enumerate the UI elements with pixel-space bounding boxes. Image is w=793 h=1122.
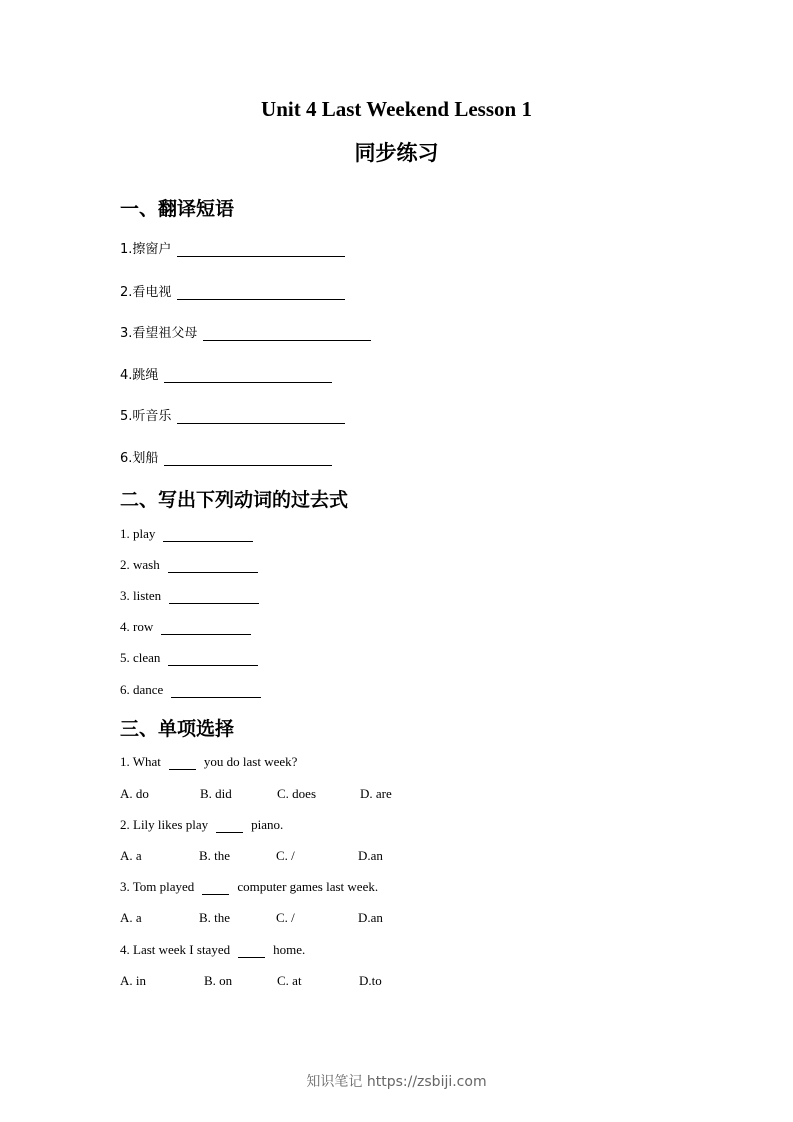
answer-blank[interactable] — [161, 622, 251, 635]
verb-item — [120, 588, 259, 604]
section-heading: 二、写出下列动词的过去式 — [120, 489, 349, 511]
answer-blank[interactable] — [169, 591, 259, 604]
option-d[interactable]: D.an — [358, 848, 383, 863]
question — [120, 754, 297, 770]
option-a[interactable]: A. in — [120, 973, 146, 988]
question-text-after: you do last week? — [203, 754, 298, 769]
item-label: 6. dance — [120, 682, 164, 697]
answer-blank[interactable] — [169, 757, 196, 770]
item-label: 3. listen — [120, 588, 162, 603]
option-d[interactable]: D.an — [358, 910, 383, 925]
option-c[interactable]: C. / — [276, 910, 295, 925]
translate-item — [120, 281, 345, 300]
answer-blank[interactable] — [168, 560, 258, 573]
option-b[interactable]: B. on — [204, 973, 233, 988]
translate-item — [120, 364, 332, 383]
question-text-before: 1. What — [120, 754, 161, 769]
question-text-before: 3. Tom played — [120, 879, 195, 894]
answer-blank[interactable] — [216, 820, 243, 833]
verb-item — [120, 526, 253, 542]
option-b[interactable]: B. the — [199, 910, 231, 925]
answer-blank[interactable] — [163, 529, 253, 542]
item-label: 1. play — [120, 526, 156, 541]
answer-blank[interactable] — [177, 287, 345, 300]
item-label: 3.看望祖父母 — [120, 326, 198, 341]
item-label: 1.擦窗户 — [120, 242, 172, 257]
answer-blank[interactable] — [164, 370, 332, 383]
answer-blank[interactable] — [238, 945, 265, 958]
translate-item — [120, 322, 371, 341]
answer-blank[interactable] — [168, 653, 258, 666]
answer-blank[interactable] — [164, 453, 332, 466]
option-c[interactable]: C. does — [277, 786, 316, 801]
question — [120, 817, 283, 833]
item-label: 4.跳绳 — [120, 368, 159, 383]
page-title: Unit 4 Last Weekend Lesson 1 — [261, 97, 532, 121]
question — [120, 942, 305, 958]
question-text-before: 2. Lily likes play — [120, 817, 209, 832]
option-b[interactable]: B. did — [200, 786, 232, 801]
option-c[interactable]: C. at — [277, 973, 302, 988]
item-label: 4. row — [120, 619, 154, 634]
translate-item — [120, 405, 345, 424]
answer-blank[interactable] — [203, 328, 371, 341]
answer-blank[interactable] — [177, 411, 345, 424]
question-text-after: home. — [273, 942, 306, 957]
section-heading: 一、翻译短语 — [120, 198, 235, 220]
section-heading: 三、单项选择 — [120, 718, 235, 740]
option-c[interactable]: C. / — [276, 848, 295, 863]
item-label: 2.看电视 — [120, 285, 172, 300]
page-subtitle: 同步练习 — [354, 141, 439, 165]
verb-item — [120, 682, 261, 698]
option-b[interactable]: B. the — [199, 848, 231, 863]
option-a[interactable]: A. do — [120, 786, 149, 801]
option-d[interactable]: D.to — [359, 973, 382, 988]
option-a[interactable]: A. a — [120, 848, 142, 863]
option-a[interactable]: A. a — [120, 910, 142, 925]
question-text-after: computer games last week. — [237, 879, 379, 894]
answer-blank[interactable] — [202, 882, 229, 895]
item-label: 5. clean — [120, 650, 161, 665]
verb-item — [120, 619, 251, 635]
verb-item — [120, 650, 258, 666]
item-label: 2. wash — [120, 557, 160, 572]
translate-item — [120, 447, 332, 466]
answer-blank[interactable] — [171, 685, 261, 698]
translate-item — [120, 238, 345, 257]
question — [120, 879, 378, 895]
footer-watermark: 知识笔记 https://zsbiji.com — [306, 1074, 487, 1090]
item-label: 5.听音乐 — [120, 409, 172, 424]
item-label: 6.划船 — [120, 451, 159, 466]
answer-blank[interactable] — [177, 244, 345, 257]
verb-item — [120, 557, 258, 573]
option-d[interactable]: D. are — [360, 786, 392, 801]
question-text-before: 4. Last week I stayed — [120, 942, 231, 957]
question-text-after: piano. — [251, 817, 284, 832]
